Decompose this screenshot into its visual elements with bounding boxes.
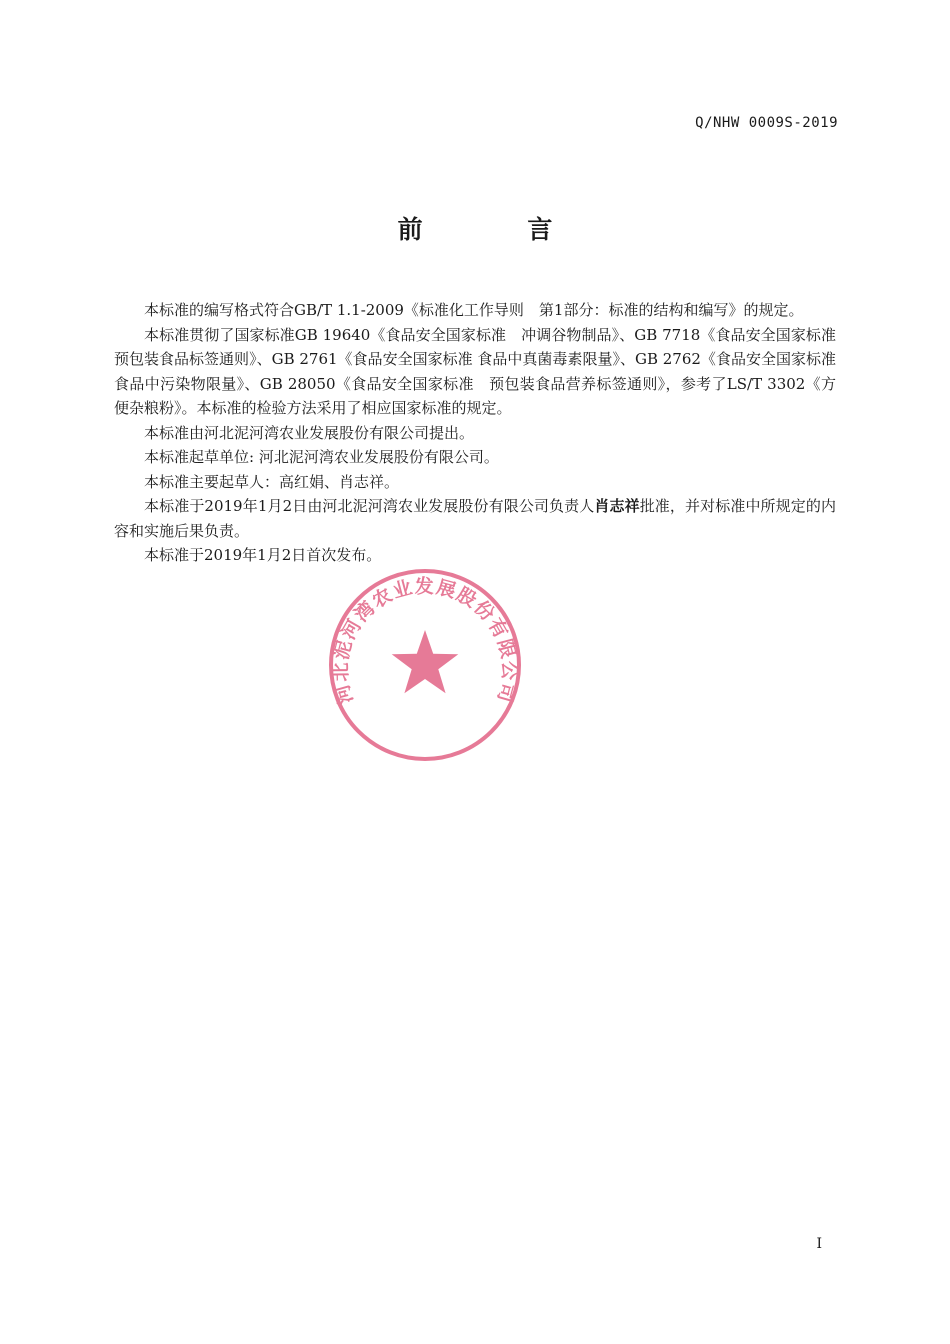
- foreword-body: [114, 298, 852, 568]
- approval-text-post: 批准，并对标准中所规定的内容和实施后果负责。: [114, 497, 836, 540]
- seal-text: [330, 575, 520, 707]
- document-code: Q/NHW 0009S-2019: [695, 115, 838, 131]
- company-seal: [325, 565, 525, 765]
- page-title: 前 言: [397, 215, 601, 244]
- paragraph-proposer: 本标准由河北泥河湾农业发展股份有限公司提出。: [144, 423, 475, 442]
- paragraph-release: 本标准于2019年1月2日首次发布。: [144, 546, 382, 564]
- page-number: I: [816, 1236, 822, 1252]
- seal-ring: [331, 571, 519, 759]
- signer-name: 肖志祥: [594, 497, 640, 515]
- paragraph-references: 本标准贯彻了国家标准GB 19640《食品安全国家标准 冲调谷物制品》、GB 7718《食品安全国家标准 预包装食品标签通则》、GB 2761《食品安全国家标准 食品中真菌毒素限量》、GB 2762《食品安全国家标准 食品中污染物限量》、GB 28050《食品安全国家标准 预包装食品营养标签通则》，参考了LS/T 3302《方便杂粮粉》。本标准的检验方法采用了相应国家标准的规定。: [114, 325, 852, 417]
- approval-text-pre: 本标准于2019年1月2日由河北泥河湾农业发展股份有限公司负责人: [144, 497, 595, 515]
- paragraph-drafting-unit: 本标准起草单位: 河北泥河湾农业发展股份有限公司。: [144, 448, 499, 466]
- paragraph-format: 本标准的编写格式符合GB/T 1.1-2009《标准化工作导则 第1部分：标准的结构和编写》的规定。: [144, 301, 804, 319]
- paragraph-drafters: 本标准主要起草人：高红娟、肖志祥。: [144, 472, 400, 491]
- paragraph-approval: [114, 494, 836, 543]
- seal-text-path: 河北泥河湾农业发展股份有限公司: [329, 575, 521, 707]
- seal-star-icon: [392, 630, 459, 693]
